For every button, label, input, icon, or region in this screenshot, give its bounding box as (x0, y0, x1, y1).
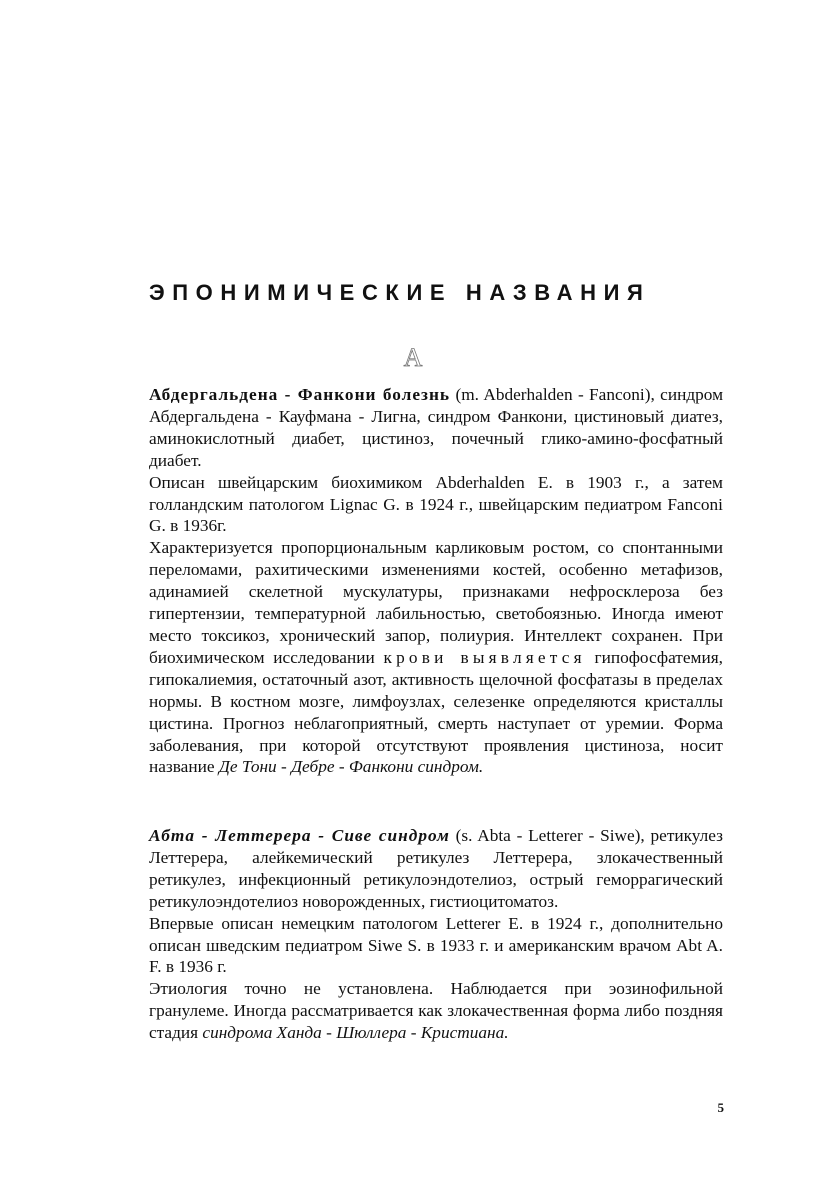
entry-latin: (m. Abderhalden - Fanconi), (455, 385, 655, 404)
entry-heading (149, 384, 723, 472)
section-letter: A (403, 343, 423, 372)
entry-synonyms: ретикулез Леттерера, алейкемический ретикулез Леттерера, злокачественный ретикулез, инфекционный ретикулоэндотелиоз, острый геморрагический ретикулоэндотелиоз новорожденных, гистиоцитоматоз. (149, 826, 723, 911)
entry-history: Впервые описан немецким патологом Letterer E. в 1924 г., дополнительно описан шведским педиатром Siwe S. в 1933 г. и американским врачом Abt A. F. в 1936 г. (149, 913, 723, 977)
entry-abt-letterer-siwe (149, 825, 723, 1044)
page-number: 5 (717, 1100, 724, 1115)
entry-heading (149, 825, 723, 913)
entry-description: Этиология точно не установлена. Наблюдается при эозинофильной гранулеме. Иногда рассматривается как злокачественная форма либо поздняя стадия синдрома Ханда - Шюллера - Кристиана. (149, 979, 723, 1043)
spaced-emphasis: крови выявляется (383, 647, 586, 667)
page-title: ЭПОНИМИЧЕСКИЕ НАЗВАНИЯ (149, 280, 651, 305)
entry-description: Характеризуется пропорциональным карликовым ростом, со спонтанными переломами, рахитическими изменениями костей, особенно метафизов, адинамией скелетной мускулатуры, признаками нефросклероза без гипертензии, температурной лабильностью, светобоязнью. Иногда имеют место токсикоз, хронический запор, полиурия. Интеллект сохранен. При биохимическом исследовании крови выявляется гипофосфатемия, гипокалиемия, остаточный азот, активность щелочной фосфатазы в пределах нормы. В костном мозге, лимфоузлах, селезенке определяются кристаллы цистина. Прогноз неблагоприятный, смерть наступает от уремии. Форма заболевания, при которой отсутствуют проявления цистиноза, носит название Де Тони - Дебре - Фанкони синдром. (149, 538, 723, 777)
entry-term: Абдергальдена - Фанкони болезнь (149, 385, 451, 404)
entry-history: Описан швейцарским биохимиком Abderhalden E. в 1903 г., а затем голландским патологом Lignac G. в 1924 г., швейцарским педиатром Fanconi G. в 1936г. (149, 472, 723, 536)
entry-synonyms: синдром Абдергальдена - Кауфмана - Лигна, синдром Фанкони, цистиновый диатез, аминокислотный диабет, цистиноз, почечный глико-амино-фосфатный диабет. (149, 385, 724, 470)
section-letter-ornament (398, 342, 428, 372)
entry-abderhalden-fanconi (149, 384, 723, 778)
cross-reference-link[interactable]: синдрома Ханда - Шюллера - Кристиана. (202, 1023, 509, 1043)
entry-latin: (s. Abta - Letterer - Siwe), (455, 826, 645, 845)
entry-term: Абта - Леттерера - Сиве синдром (149, 826, 450, 845)
cross-reference-link[interactable]: Де Тони - Дебре - Фанкони синдром. (218, 757, 484, 777)
